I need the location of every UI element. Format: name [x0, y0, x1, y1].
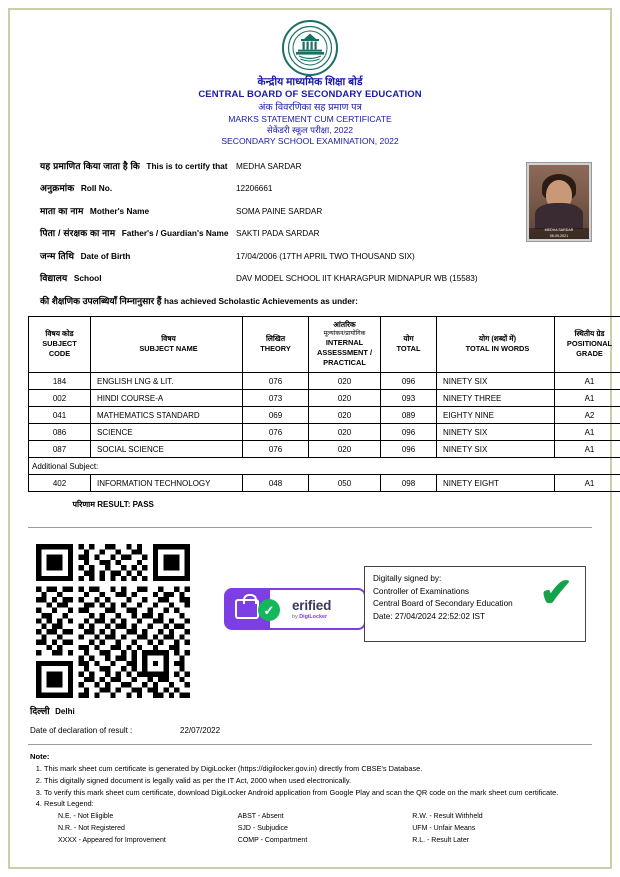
field-row-school [40, 271, 592, 284]
legend-item: SJD - Subjudice [237, 825, 288, 833]
legend-column-1 [58, 812, 238, 848]
notes-section [28, 751, 592, 848]
declaration-label: Date of declaration of result : [30, 726, 133, 736]
field-value-school: DAV MODEL SCHOOL IIT KHARAGPUR MIDNAPUR WB (15583) [236, 274, 478, 284]
logo-container [28, 20, 592, 76]
verified-sublabel: by DigiLocker [292, 614, 328, 621]
green-check-icon: ✔ [539, 571, 573, 616]
col-total-in-words: योग (शब्दों में) TOTAL IN WORDS [437, 316, 555, 372]
place-of-issue [28, 704, 592, 717]
field-label-hi: जन्म तिथि [40, 250, 75, 261]
field-label-en: Date of Birth [80, 250, 131, 261]
heading-exam-hi: सेकेंडरी स्कूल परीक्षा, 2022 [266, 124, 354, 135]
marks-table-body [29, 373, 620, 518]
verification-band [28, 540, 592, 700]
table-row: 002 HINDI COURSE-A 073 020 093 NINETY THREE A1 [29, 390, 620, 407]
document-heading [28, 76, 592, 147]
legend-item: R.L. - Result Later [412, 837, 470, 845]
field-label-en: Father's / Guardian's Name [121, 228, 229, 239]
heading-exam-en: SECONDARY SCHOOL EXAMINATION, 2022 [221, 135, 399, 146]
legend-column-2 [238, 812, 412, 848]
field-row-certify [40, 159, 592, 172]
list-item: 4. Result Legend: [44, 798, 592, 809]
table-row: 086 SCIENCE 076 020 096 NINETY SIX A1 [29, 424, 620, 441]
table-row: 087 SOCIAL SCIENCE 076 020 096 NINETY SIX A1 [29, 441, 620, 458]
legend-item: N.E. - Not Eligible [58, 813, 114, 821]
result-legend [30, 812, 592, 848]
field-row-mother-name [40, 204, 592, 217]
place-hi: दिल्ली [30, 706, 50, 717]
field-label-hi: यह प्रमाणित किया जाता है कि [40, 160, 140, 171]
verified-label: erified [292, 598, 332, 614]
heading-title-en: MARKS STATEMENT CUM CERTIFICATE [228, 113, 392, 124]
place-en: Delhi [55, 707, 75, 717]
result-label-en: RESULT: PASS [97, 500, 154, 510]
field-row-roll-no [40, 181, 592, 194]
cbse-emblem-icon [282, 20, 338, 76]
field-value-date-of-birth: 17/04/2006 (17TH APRIL TWO THOUSAND SIX) [236, 251, 415, 261]
list-item: 1. This mark sheet cum certificate is generated by DigiLocker (https://digilocker.gov.in) directly from CBSE's Database. [44, 763, 592, 774]
footer [28, 704, 592, 848]
notes-title: Note: [30, 752, 50, 762]
field-label-en: This is to certify that [146, 160, 228, 171]
legend-item: ABST - Absent [237, 813, 284, 821]
photo-caption: MEDHA SARDAR 08-09-2021 [529, 228, 589, 239]
field-value-mother-name: SOMA PAINE SARDAR [236, 206, 323, 216]
legend-item: N.R. - Not Registered [58, 825, 125, 833]
field-label-en: Mother's Name [89, 205, 150, 216]
divider [28, 527, 592, 528]
legend-item: R.W. - Result Withheld [412, 813, 483, 821]
field-label-hi: विद्यालय [40, 273, 68, 284]
qr-code[interactable] [36, 544, 190, 698]
list-item: 3. To verify this mark sheet cum certificate, download DigiLocker Android application from Google Play and scan the QR code on the mark sheet cum certificate. [44, 787, 592, 798]
achievement-hi: की शैक्षणिक उपलब्धियाँ निम्नानुसार हैं [40, 295, 162, 306]
legend-column-3 [412, 812, 592, 848]
table-row: 184 ENGLISH LNG & LIT. 076 020 096 NINETY SIX A1 [29, 373, 620, 390]
check-circle-icon: ✓ [258, 599, 280, 621]
signature-line-4: Date: 27/04/2024 22:52:02 IST [373, 612, 485, 622]
field-value-candidate-name: MEDHA SARDAR [236, 161, 302, 171]
field-value-roll-no: 12206661 [236, 184, 273, 194]
notes-list [30, 763, 592, 809]
marks-table-head [29, 316, 620, 372]
field-row-date-of-birth [40, 249, 592, 262]
signature-line-3: Central Board of Secondary Education [373, 599, 513, 609]
additional-subject-header-row [29, 458, 620, 475]
signature-line-2: Controller of Examinations [373, 586, 470, 596]
field-value-father-name: SAKTI PADA SARDAR [236, 229, 320, 239]
achievement-en: has achieved Scholastic Achievements as under: [164, 295, 358, 306]
col-theory: लिखित THEORY [243, 316, 309, 372]
col-total: योग TOTAL [381, 316, 437, 372]
photo-body [535, 203, 583, 229]
col-subject-code: विषय कोड SUBJECT CODE [29, 316, 91, 372]
col-positional-grade: स्थितीय ग्रेड POSITIONAL GRADE [555, 316, 620, 372]
table-row: 402 INFORMATION TECHNOLOGY 048 050 098 NINETY EIGHT A1 [29, 475, 620, 492]
col-subject-name: विषय SUBJECT NAME [91, 316, 243, 372]
declaration-row [28, 726, 592, 735]
field-label-en: Roll No. [80, 183, 113, 194]
achievement-line [28, 294, 592, 307]
heading-title-hi: अंक विवरणिका सह प्रमाण पत्र [258, 101, 362, 113]
candidate-photo [526, 162, 592, 242]
heading-board-en: CENTRAL BOARD OF SECONDARY EDUCATION [198, 89, 422, 101]
candidate-details [28, 159, 592, 285]
signature-line-1: Digitally signed by: [373, 574, 442, 584]
field-label-hi: माता का नाम [40, 205, 84, 216]
col-internal-assessment: आंतरिक मूल्यांकन/प्रायोगिक INTERNAL ASSESSMENT / PRACTICAL [309, 316, 381, 372]
legend-item: XXXX - Appeared for Improvement [58, 837, 166, 845]
table-header-row [29, 316, 620, 372]
legend-item: UFM - Unfair Means [412, 825, 476, 833]
field-label-hi: अनुक्रमांक [40, 183, 75, 194]
field-label-hi: पिता / संरक्षक का नाम [40, 228, 116, 239]
divider [28, 744, 592, 745]
marks-table [28, 316, 620, 517]
digilocker-verified-badge [224, 588, 366, 630]
result-label-hi: परिणाम [72, 500, 96, 510]
list-item: 2. This digitally signed document is legally valid as per the IT Act, 2000 when used electronically. [44, 775, 592, 786]
additional-subject-label: Additional Subject: [29, 458, 620, 475]
declaration-value: 22/07/2022 [180, 726, 221, 736]
digital-signature-box [364, 566, 586, 642]
field-row-father-name [40, 226, 592, 239]
result-row [29, 492, 620, 518]
page-content [14, 14, 613, 863]
heading-board-hi: केन्द्रीय माध्यमिक शिक्षा बोर्ड [257, 76, 363, 88]
table-row: 041 MATHEMATICS STANDARD 069 020 089 EIGHTY NINE A2 [29, 407, 620, 424]
field-label-en: School [73, 273, 102, 284]
legend-item: COMP - Compartment [237, 837, 308, 845]
